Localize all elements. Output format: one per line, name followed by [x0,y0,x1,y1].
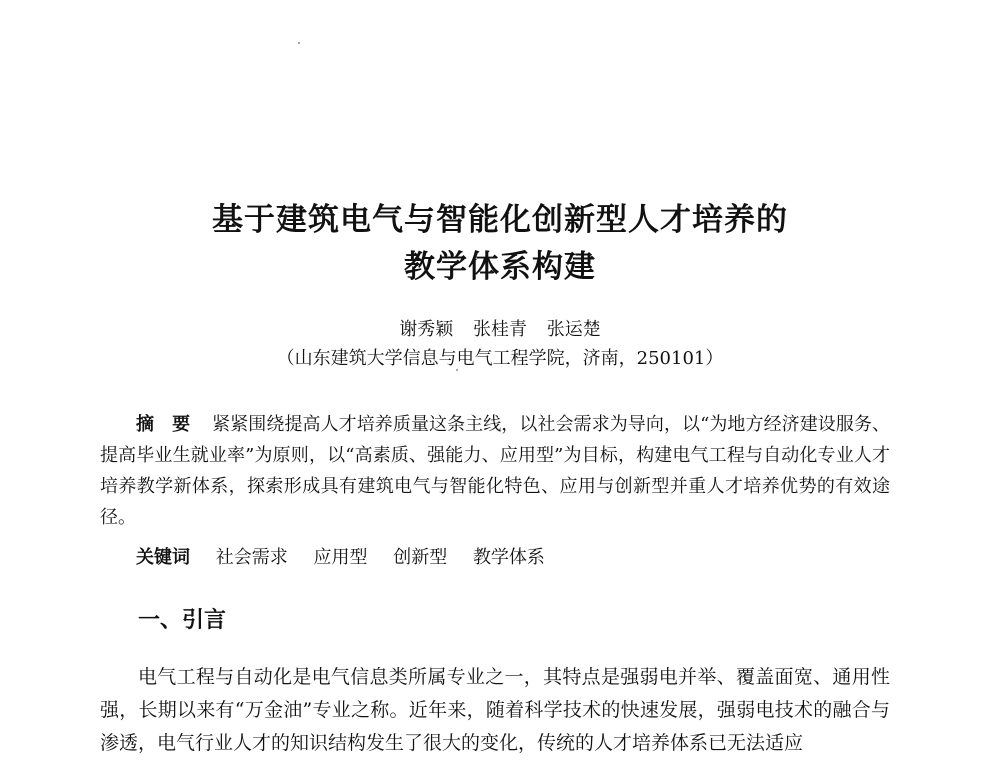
keyword: 应用型 [313,547,368,568]
scan-speck [298,42,300,44]
keywords-label: 关键词 [136,547,190,568]
abstract [100,409,890,533]
author-affiliation: （山东建筑大学信息与电气工程学院，济南，250101） [276,348,724,369]
author-list: 谢秀颖 张桂青 张运楚 [399,319,601,340]
body-paragraph: 电气工程与自动化是电气信息类所属专业之一，其特点是强弱电并举、覆盖面宽、通用性强，长期以来有“万金油”专业之称。近年来，随着科学技术的快速发展，强弱电技术的融合与渗透，电气行业人才的知识结构发生了很大的变化，传统的人才培养体系已无法适应 [100,666,890,754]
keyword: 社会需求 [215,547,288,568]
abstract-text: 紧紧围绕提高人才培养质量这条主线，以社会需求为导向，以“为地方经济建设服务、提高毕业生就业率”为原则，以“高素质、强能力、应用型”为目标，构建电气工程与自动化专业人才培养教学新体系，探索形成具有建筑电气与智能化特色、应用与创新型并重人才培养优势的有效途径。 [100,414,891,528]
section-heading: 一、引言 [138,608,227,633]
keywords [136,543,565,569]
paper-title-line-2: 教学体系构建 [404,249,596,285]
abstract-label: 摘要 [136,414,209,435]
paper-title-line-1: 基于建筑电气与智能化创新型人才培养的 [212,202,788,238]
keyword: 创新型 [393,547,448,568]
keyword: 教学体系 [472,547,545,568]
